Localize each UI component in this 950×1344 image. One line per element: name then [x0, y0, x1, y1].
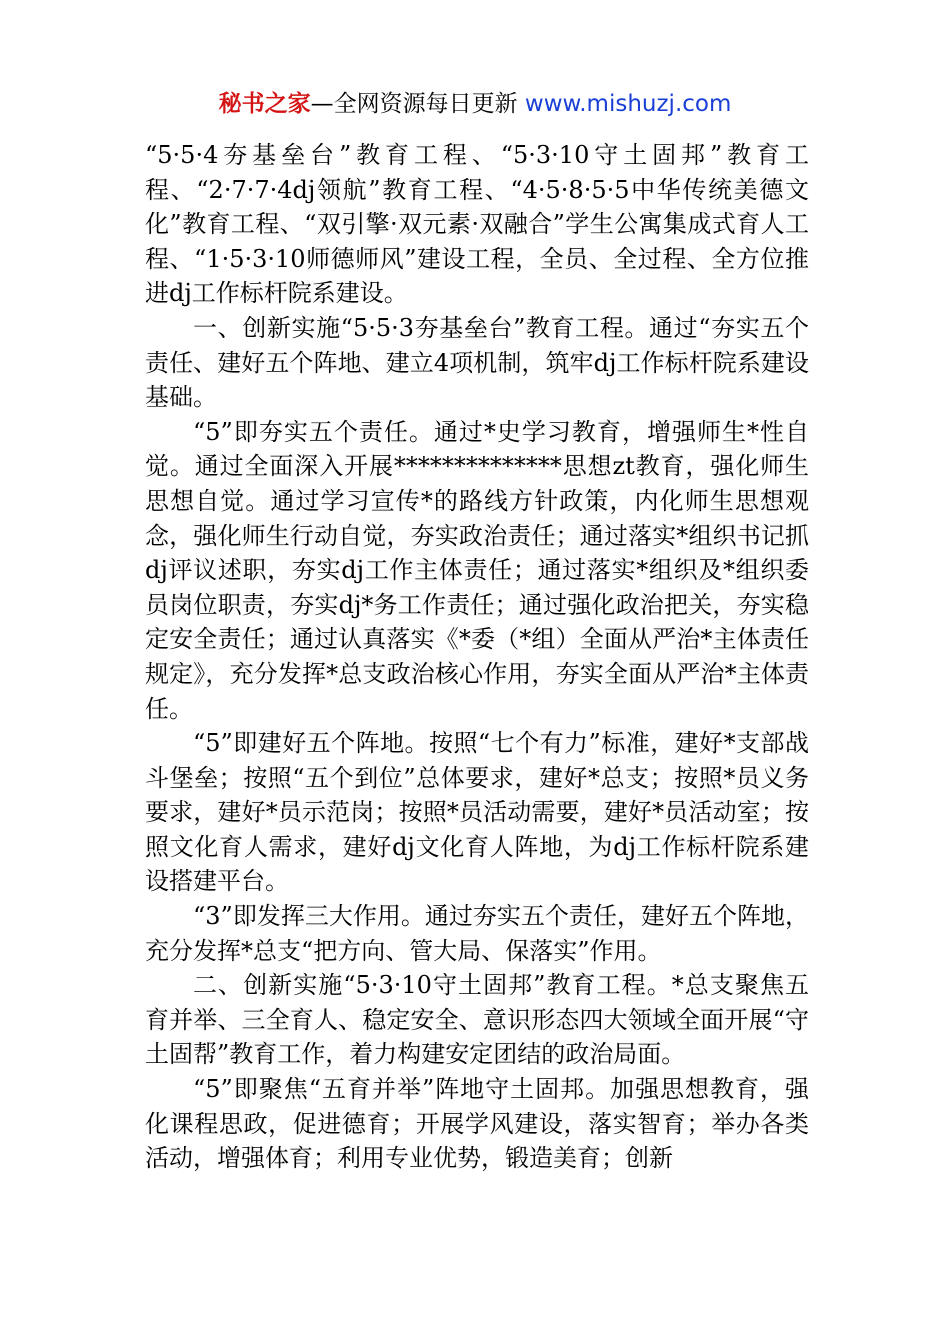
paragraph-five-positions: “5”即建好五个阵地。按照“七个有力”标准，建好*支部战斗堡垒；按照“五个到位”总体要求，建好*总支；按照*员义务要求，建好*员示范岗；按照*员活动需要，建好*员活动室；按照文化育人需求，建好dj文化育人阵地，为dj工作标杆院系建设搭建平台。	[145, 729, 809, 896]
document-body	[145, 138, 809, 1176]
site-header	[0, 88, 950, 120]
brand-name: 秘书之家	[218, 91, 311, 117]
site-url[interactable]: www.mishuzj.com	[524, 91, 732, 117]
header-slogan: —全网资源每日更新	[310, 91, 518, 117]
paragraph-intro: “5·5·4夯基垒台”教育工程、“5·3·10守土固邦”教育工程、“2·7·7·4dj领航”教育工程、“4·5·8·5·5中华传统美德文化”教育工程、“双引擎·双元素·双融合”学生公寓集成式育人工程、“1·5·3·10师德师风”建设工程，全员、全过程、全方位推进dj工作标杆院系建设。	[145, 141, 809, 308]
paragraph-five-responsibilities: “5”即夯实五个责任。通过*史学习教育，增强师生*性自觉。通过全面深入开展**************思想zt教育，强化师生思想自觉。通过学习宣传*的路线方针政策，内化师生思想观念，强化师生行动自觉，夯实政治责任；通过落实*组织书记抓dj评议述职，夯实dj工作主体责任；通过落实*组织及*组织委员岗位职责，夯实dj*务工作责任；通过强化政治把关，夯实稳定安全责任；通过认真落实《*委（*组）全面从严治*主体责任规定》，充分发挥*总支政治核心作用，夯实全面从严治*主体责任。	[145, 417, 809, 723]
paragraph-section-two-heading: 二、创新实施“5·3·10守土固邦”教育工程。*总支聚焦五育并举、三全育人、稳定安全、意识形态四大领域全面开展“守土固帮”教育工作，着力构建安定团结的政治局面。	[145, 971, 809, 1069]
paragraph-section-one-heading: 一、创新实施“5·5·3夯基垒台”教育工程。通过“夯实五个责任、建好五个阵地、建立4项机制，筑牢dj工作标杆院系建设基础。	[145, 313, 809, 412]
paragraph-three-roles: “3”即发挥三大作用。通过夯实五个责任，建好五个阵地，充分发挥*总支“把方向、管大局、保落实”作用。	[145, 902, 809, 965]
paragraph-five-education: “5”即聚焦“五育并举”阵地守土固邦。加强思想教育，强化课程思政，促进德育；开展学风建设，落实智育；举办各类活动，增强体育；利用专业优势，锻造美育；创新	[145, 1075, 809, 1173]
